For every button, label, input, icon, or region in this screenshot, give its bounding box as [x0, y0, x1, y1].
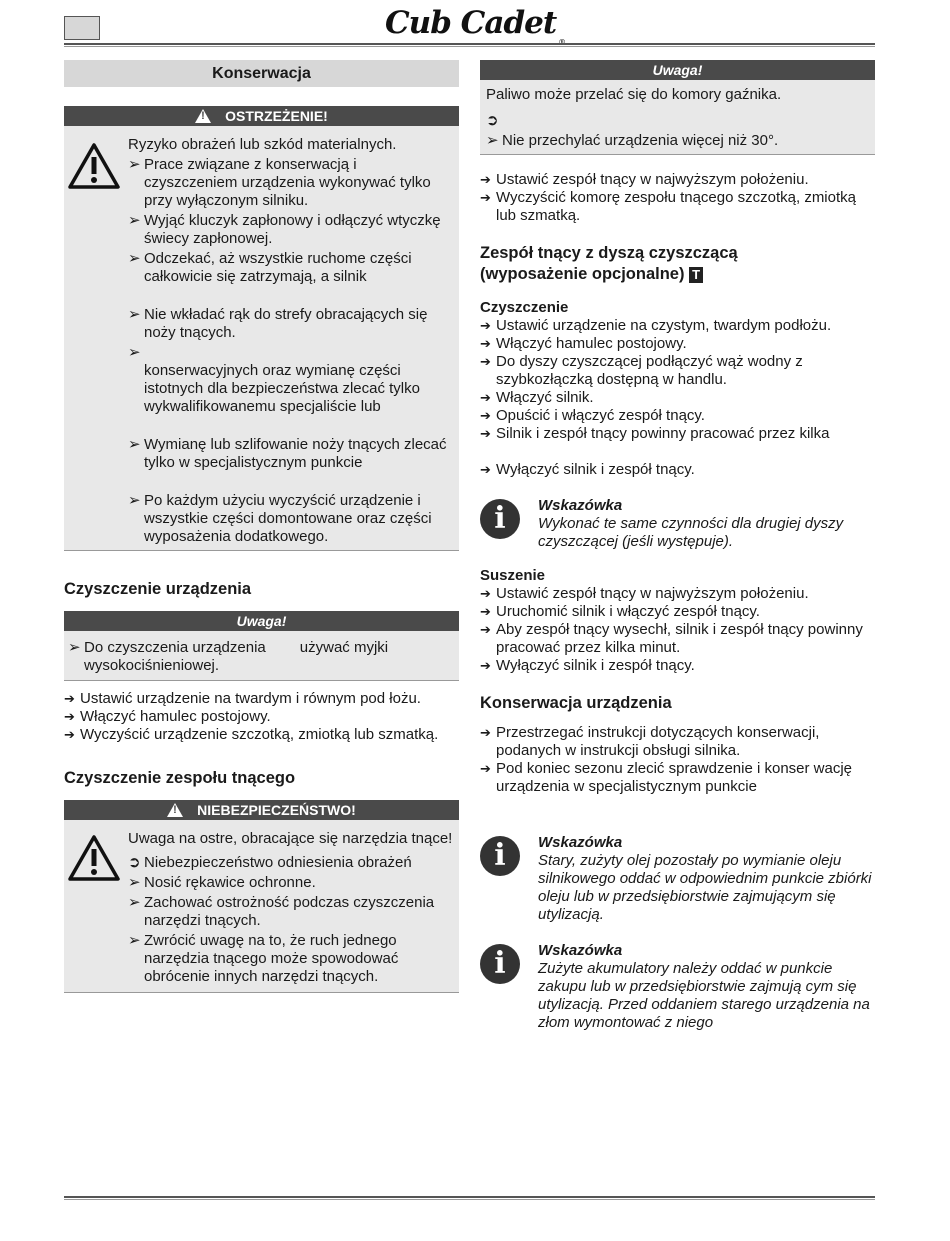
clean-step: ➔ Wyłączyć silnik i zespół tnący.	[480, 461, 695, 478]
step: ➔ Ustawić zespół tnący w najwyższym położeniu.	[480, 171, 809, 188]
warning-item: ➢ Wymianę lub szlifowanie noży tnących zlecać tylko w specjalistycznym punkcie	[128, 436, 447, 471]
warning-triangle-icon	[68, 142, 120, 190]
warning-item: ➢ Odczekać, aż wszystkie ruchome części całkowicie się zatrzymają, a silnik	[128, 250, 412, 285]
note: i Wskazówka Wykonać te same czynności dla drugiej dyszy czyszczącej (jeśli występuje).	[480, 497, 875, 551]
caution-box	[480, 80, 875, 155]
warning-triangle-icon	[195, 109, 211, 123]
dry-step: ➔ Uruchomić silnik i włączyć zespół tnący.	[480, 603, 760, 620]
warning-triangle-icon	[68, 834, 120, 882]
danger-box	[64, 820, 459, 993]
maintenance-step: ➔ Przestrzegać instrukcji dotyczących konserwacji, podanych w instrukcji obsługi silnika.	[480, 724, 820, 759]
optional-equipment-badge: T	[689, 267, 703, 283]
nozzle-heading: Zespół tnący z dyszą czyszczącą (wyposażenie opcjonalne) T	[480, 244, 738, 283]
dry-step: ➔ Ustawić zespół tnący w najwyższym położeniu.	[480, 585, 809, 602]
cleaning-step: ➔ Włączyć hamulec postojowy.	[64, 708, 271, 725]
clean-step: ➔ Ustawić urządzenie na czystym, twardym podłożu.	[480, 317, 832, 334]
info-icon: i	[480, 499, 520, 539]
warning-triangle-icon	[167, 803, 183, 817]
clean-step: ➔ Włączyć hamulec postojowy.	[480, 335, 687, 352]
dry-step: ➔ Aby zespół tnący wysechł, silnik i zespół tnący powinny pracować przez kilka minut.	[480, 621, 863, 656]
warning-item: ➢	[128, 344, 141, 361]
clean-step: ➔ Włączyć silnik.	[480, 389, 594, 406]
danger-item: ➢ Zachować ostrożność podczas czyszczenia narzędzi tnących.	[128, 894, 435, 929]
danger-intro: Uwaga na ostre, obracające się narzędzia tnące!	[128, 830, 453, 847]
warning-item: ➢ Wyjąć kluczyk zapłonowy i odłączyć wtyczkę świecy zapłonowej.	[128, 212, 441, 247]
info-icon: i	[480, 836, 520, 876]
warning-intro: Ryzyko obrażeń lub szkód materialnych.	[128, 136, 397, 153]
maintenance-step: ➔ Pod koniec sezonu zlecić sprawdzenie i konser wację urządzenia w specjalistycznym punkcie	[480, 760, 853, 795]
page-number-box	[64, 16, 100, 40]
cleaning-step: ➔ Ustawić urządzenie na twardym i równym pod łożu.	[64, 690, 421, 707]
caution-consequence: ➲	[486, 112, 499, 129]
caution-item: ➢ Do czyszczenia urządzenia używać myjki wysokociśnieniowej.	[68, 639, 389, 674]
danger-bar: !NIEBEZPIECZEŃSTWO!	[64, 800, 459, 820]
clean-step: ➔ Silnik i zespół tnący powinny pracować przez kilka	[480, 425, 830, 442]
left-column	[64, 60, 459, 993]
blade-cleaning-heading: Czyszczenie zespołu tnącego	[64, 769, 296, 787]
danger-item: ➢ Zwrócić uwagę na to, że ruch jednego narzędzia tnącego może spowodować obrócenie innych narzędzi tnących.	[128, 932, 399, 985]
footer-rule	[64, 1196, 875, 1200]
danger-item: ➢ Nosić rękawice ochronne.	[128, 874, 316, 891]
note: i Wskazówka Zużyte akumulatory należy oddać w punkcie zakupu lub w przedsiębiorstwie zajmują cym się utylizacją. Przed oddaniem starego urządzenia na złom wymontować z niego	[480, 942, 875, 1032]
right-column	[480, 60, 875, 1032]
warning-item: ➢ Prace związane z konserwacją i czyszczeniem urządzenia wykonywać tylko przy wyłączonym silniku.	[128, 156, 431, 209]
caution-text: Paliwo może przelać się do komory gaźnika.	[486, 86, 782, 103]
warning-item: konserwacyjnych oraz wymianę części istotnych dla bezpieczeństwa zlecać tylko wykwalifikowanemu specjaliście lub	[144, 362, 420, 415]
warning-item: ➢ Nie wkładać rąk do strefy obracających się noży tnących.	[128, 306, 428, 341]
clean-subheading: Czyszczenie	[480, 299, 569, 316]
caution-box	[64, 631, 459, 681]
step: ➔ Wyczyścić komorę zespołu tnącego szczotką, zmiotką lub szmatką.	[480, 189, 856, 224]
header-rule	[64, 43, 875, 47]
warning-box	[64, 126, 459, 551]
warning-item: ➢ Po każdym użyciu wyczyścić urządzenie i wszystkie części domontowane oraz części wyposażenia dodatkowego.	[128, 492, 432, 545]
section-title: Konserwacja	[64, 60, 459, 87]
caution-bar: Uwaga!	[64, 611, 459, 631]
danger-consequence: ➲ Niebezpieczeństwo odniesienia obrażeń	[128, 854, 412, 871]
caution-item: ➢ Nie przechylać urządzenia więcej niż 30°.	[486, 132, 779, 149]
dry-subheading: Suszenie	[480, 567, 546, 584]
warning-bar: !OSTRZEŻENIE!	[64, 106, 459, 126]
clean-step: ➔ Opuścić i włączyć zespół tnący.	[480, 407, 705, 424]
note: i Wskazówka Stary, zużyty olej pozostały po wymianie oleju silnikowego oddać w odpowiednim punkcie zbiórki oleju lub w przedsiębiorstwie zajmującym się utylizacją.	[480, 834, 875, 924]
info-icon: i	[480, 944, 520, 984]
cub-cadet-logo: Cub Cadet	[385, 5, 557, 41]
dry-step: ➔ Wyłączyć silnik i zespół tnący.	[480, 657, 695, 674]
cleaning-step: ➔ Wyczyścić urządzenie szczotką, zmiotką lub szmatką.	[64, 726, 439, 743]
clean-step: ➔ Do dyszy czyszczącej podłączyć wąż wodny z szybkozłączką dostępną w handlu.	[480, 353, 803, 388]
caution-bar: Uwaga!	[480, 60, 875, 80]
cleaning-heading: Czyszczenie urządzenia	[64, 580, 252, 598]
maintenance-heading: Konserwacja urządzenia	[480, 694, 672, 712]
